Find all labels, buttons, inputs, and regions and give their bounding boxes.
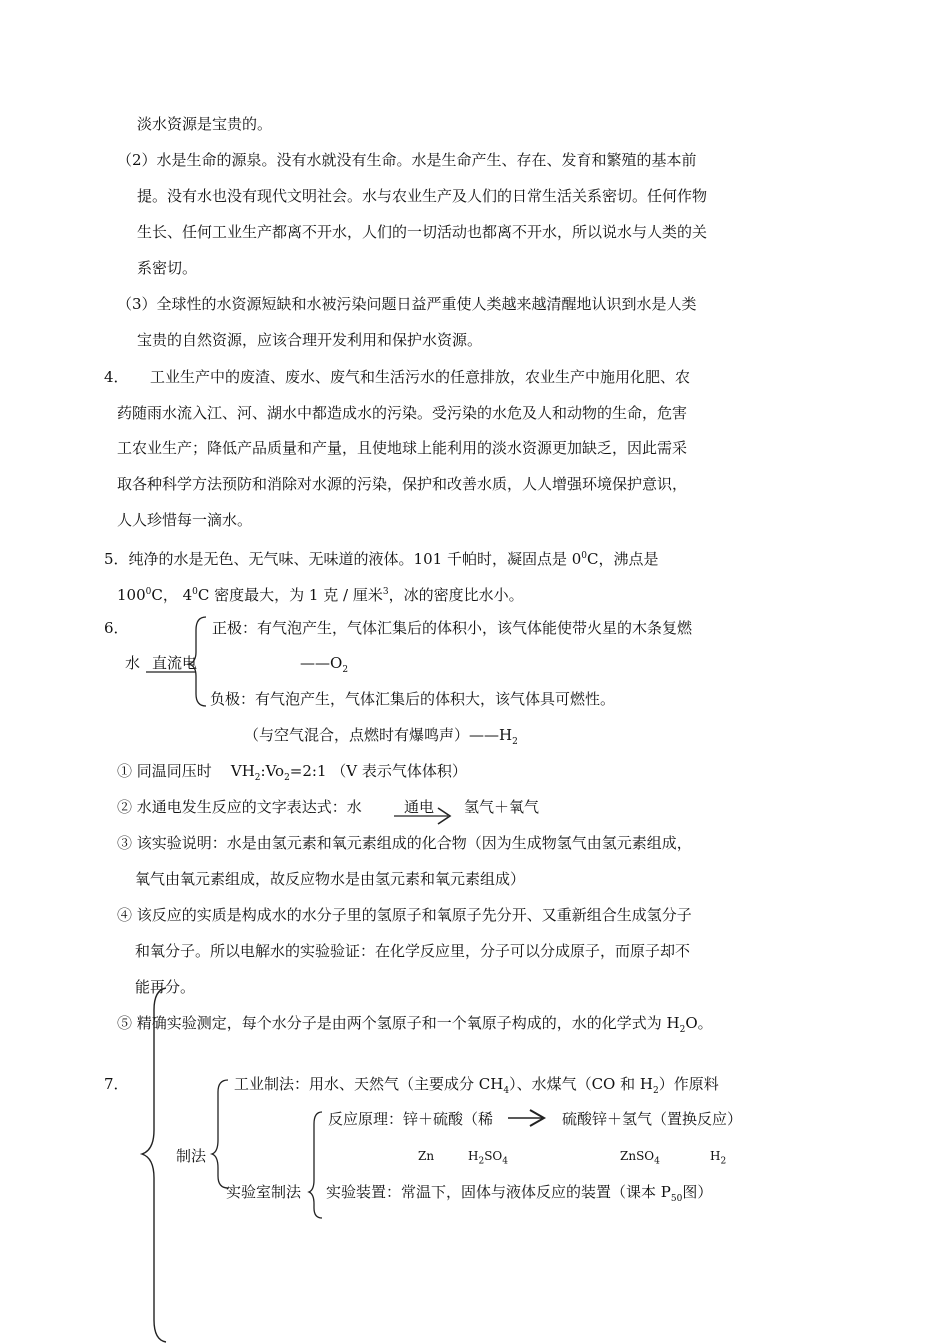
p7-number: 7． bbox=[104, 1075, 129, 1093]
p6-item-2-products: 氢气＋氧气 bbox=[464, 798, 540, 816]
p6-item-4-line-2: 和氧分子。所以电解水的实验验证：在化学反应里，分子可以分成原子，而原子却不 bbox=[135, 942, 691, 960]
p7-large-brace bbox=[142, 988, 166, 1342]
p3-item-2-line-3: 生长、任何工业生产都离不开水，人们的一切活动也都离不开水，所以说水与人类的关 bbox=[137, 223, 708, 241]
p7-formula-h2: $H_2$ bbox=[710, 1149, 727, 1167]
p6-positive-line-1: 正极：有气泡产生，气体汇集后的体积小，该气体能使带火星的木条复燃 bbox=[212, 619, 693, 637]
p6-item-1: ① 同温同压时 $VH_2:Vo_2=2:1$ （V 表示气体体积） bbox=[117, 762, 467, 783]
p6-negative-line-1: 负极：有气泡产生，气体汇集后的体积大，该气体具可燃性。 bbox=[210, 690, 616, 708]
p6-item-4-line-1: ④ 该反应的实质是构成水的水分子里的氢原子和氧原子先分开、又重新组合生成氢分子 bbox=[117, 906, 692, 924]
p7-formula-zn: Zn bbox=[418, 1149, 435, 1163]
p6-water-label: 水 bbox=[125, 654, 141, 672]
p6-item-5: ⑤ 精确实验测定，每个水分子是由两个氢原子和一个氧原子构成的，水的化学式为 $H_2O$。 bbox=[117, 1014, 713, 1035]
p4-line-4: 取各种科学方法预防和消除对水源的污染，保护和改善水质，人人增强环境保护意识， bbox=[117, 475, 688, 493]
p4-line-2: 药随雨水流入江、河、湖水中都造成水的污染。受污染的水危及人和动物的生命，危害 bbox=[117, 404, 688, 422]
p7-formula-h2so4: $H_2SO_4$ bbox=[468, 1149, 508, 1167]
p7-industrial: 工业制法：用水、天然气（主要成分 $CH_4$）、水煤气（CO 和 $H_2$）作原料 bbox=[234, 1075, 719, 1096]
p3-item-2-line-1: （2）水是生命的源泉。没有水就没有生命。水是生命产生、存在、发育和繁殖的基本前 bbox=[117, 151, 697, 169]
p4-line-1: 工业生产中的废渣、废水、废气和生活污水的任意排放，农业生产中施用化肥、农 bbox=[150, 368, 691, 386]
p3-line-1: 淡水资源是宝贵的。 bbox=[137, 115, 273, 133]
p7-lab-label: 实验室制法 bbox=[226, 1183, 302, 1201]
p7-apparatus: 实验装置：常温下，固体与液体反应的装置（课本 $P_{50}$图） bbox=[326, 1183, 713, 1204]
p7-method-label: 制法 bbox=[176, 1147, 207, 1165]
p6-item-2: ② 水通电发生反应的文字表达式：水 bbox=[117, 798, 362, 816]
p3-item-2-line-4: 系密切。 bbox=[137, 259, 198, 277]
p3-item-3-line-1: （3）全球性的水资源短缺和水被污染问题日益严重使人类越来越清醒地认识到水是人类 bbox=[117, 295, 697, 313]
lab-brace bbox=[309, 1112, 322, 1218]
method-brace bbox=[212, 1080, 228, 1188]
p6-positive-line-2: $——O_2$ bbox=[300, 654, 349, 675]
electrolysis-brace bbox=[189, 617, 206, 706]
p7-formula-znso4: ZnSO$_4$ bbox=[620, 1149, 660, 1167]
p4-line-5: 人人珍惜每一滴水。 bbox=[117, 511, 253, 529]
p3-item-3-line-2: 宝贵的自然资源，应该合理开发利用和保护水资源。 bbox=[137, 331, 483, 349]
p6-item-3-line-1: ③ 该实验说明：水是由氢元素和氧元素组成的化合物（因为生成物氢气由氢元素组成， bbox=[117, 834, 692, 852]
p6-item-2-condition: 通电 bbox=[404, 798, 435, 816]
p3-item-2-line-2: 提。没有水也没有现代文明社会。水与农业生产及人们的日常生活关系密切。任何作物 bbox=[137, 187, 708, 205]
p7-reaction-principle: 反应原理：锌＋硫酸（稀 bbox=[328, 1110, 494, 1128]
p6-dc-label: 直流电 bbox=[152, 654, 198, 672]
p4-number: 4． bbox=[104, 368, 129, 386]
p5-line-2: $100^0C$， $4^0C$ 密度最大，为 1 克 / 厘米$^3$，冰的密度比水小。 bbox=[117, 586, 524, 604]
p6-item-4-line-3: 能再分。 bbox=[135, 978, 196, 996]
p6-negative-line-2: （与空气混合，点燃时有爆鸣声）$——H_2$ bbox=[244, 726, 518, 747]
p6-number: 6． bbox=[104, 619, 129, 637]
p6-item-3-line-2: 氧气由氧元素组成，故反应物水是由氢元素和氧元素组成） bbox=[135, 870, 526, 888]
p4-line-3: 工农业生产；降低产品质量和产量，且使地球上能利用的淡水资源更加缺乏，因此需采 bbox=[117, 439, 688, 457]
p5-line-1: 5．纯净的水是无色、无气味、无味道的液体。101 千帕时，凝固点是 $0^0C$，沸点是 bbox=[104, 550, 659, 568]
p7-reaction-products: 硫酸锌＋氢气（置换反应） bbox=[562, 1110, 743, 1128]
